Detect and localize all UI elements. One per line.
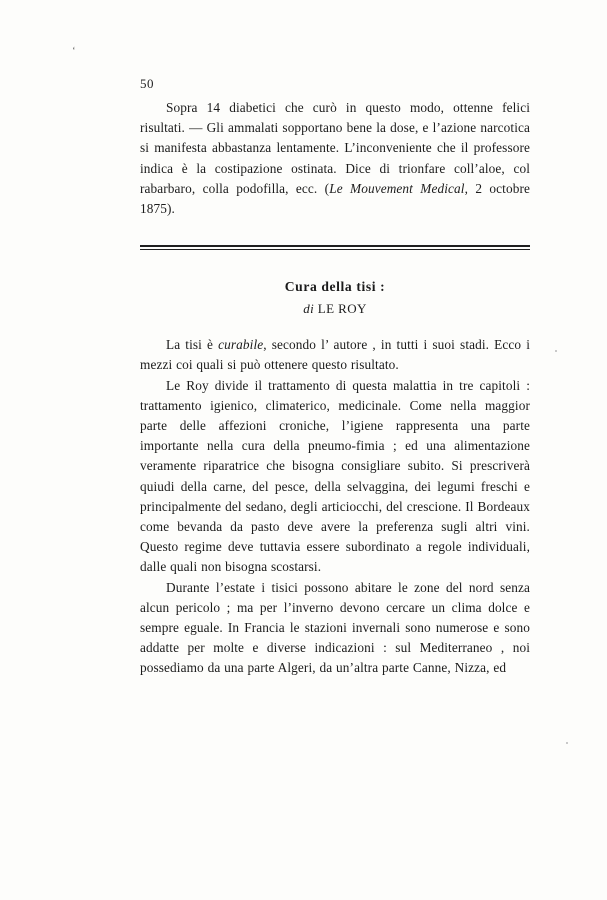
paragraph-tisi-part1: La tisi è [166,337,219,353]
section-divider [140,245,530,253]
paper-speck [566,742,568,744]
byline-prefix: di [303,301,315,317]
paragraph-diabetici-part1: Sopra 14 diabetici che curò in questo modo, ottenne felici risultati. — Gli ammalati sopportano bene la dose, e l’azione narcotica si manifesta abbastanza lentamente. L’inconveniente che il professore indica è la costipazione ostinata. Dice di trionfare coll’aloe, col rabarbaro, colla podofilla, ecc. ( [140,100,530,196]
section-byline [140,301,530,317]
paragraph-tisi-curabile [140,335,530,375]
paragraph-tisi-part3: , secondo l’ autore , in tutti i suoi stadi. Ecco i mezzi coi quali si può ottenere questo risultato. [140,337,531,373]
paragraph-estate: Durante l’estate i tisici possono abitare le zone del nord senza alcun pericolo ; ma per l’inverno devono cercare un clima dolce e sempre eguale. In Francia le stazioni invernali sono numerose e sono addatte per molte e diverse indicazioni : sul Mediterraneo , noi possediamo da una parte Algeri, da un’altra parte Canne, Nizza, ed [140,579,530,676]
page-number: 50 [140,76,154,91]
text-block [140,98,530,679]
divider-rule-thick [140,245,530,247]
margin-mark: ‘ [72,45,76,57]
paragraph-diabetici [140,98,530,219]
section-heading: Cura della tisi : [284,279,386,295]
emphasis-curabile: curabile [218,337,264,353]
paper-speck [555,350,557,352]
byline-author: LE ROY [317,301,367,317]
journal-title: Le Mouvement Medical [329,180,465,196]
divider-rule-thin [140,249,530,250]
paragraph-diabetici-part3: , 2 octobre 1875). [140,180,530,217]
paragraph-trattamento: Le Roy divide il trattamento di questa malattia in tre capitoli : trattamento igienico, climaterico, medicinale. Come nella maggior parte delle affezioni croniche, l’igiene rappresenta una parte importante nella cura della pneumo-fimia ; ed una alimentazione veramente riparatrice che bisogna consigliare subito. Si prescriverà quiudi della carne, del pesce, della selvaggina, dei legumi freschi e principalmente del sedano, degli articiocchi, del crescione. Il Bordeaux come bevanda da pasto deve avere la preferenza sugli altri vini. Questo regime deve tuttavia essere subordinato a regole individuali, dalle quali non bisogna scostarsi. [140,377,530,575]
